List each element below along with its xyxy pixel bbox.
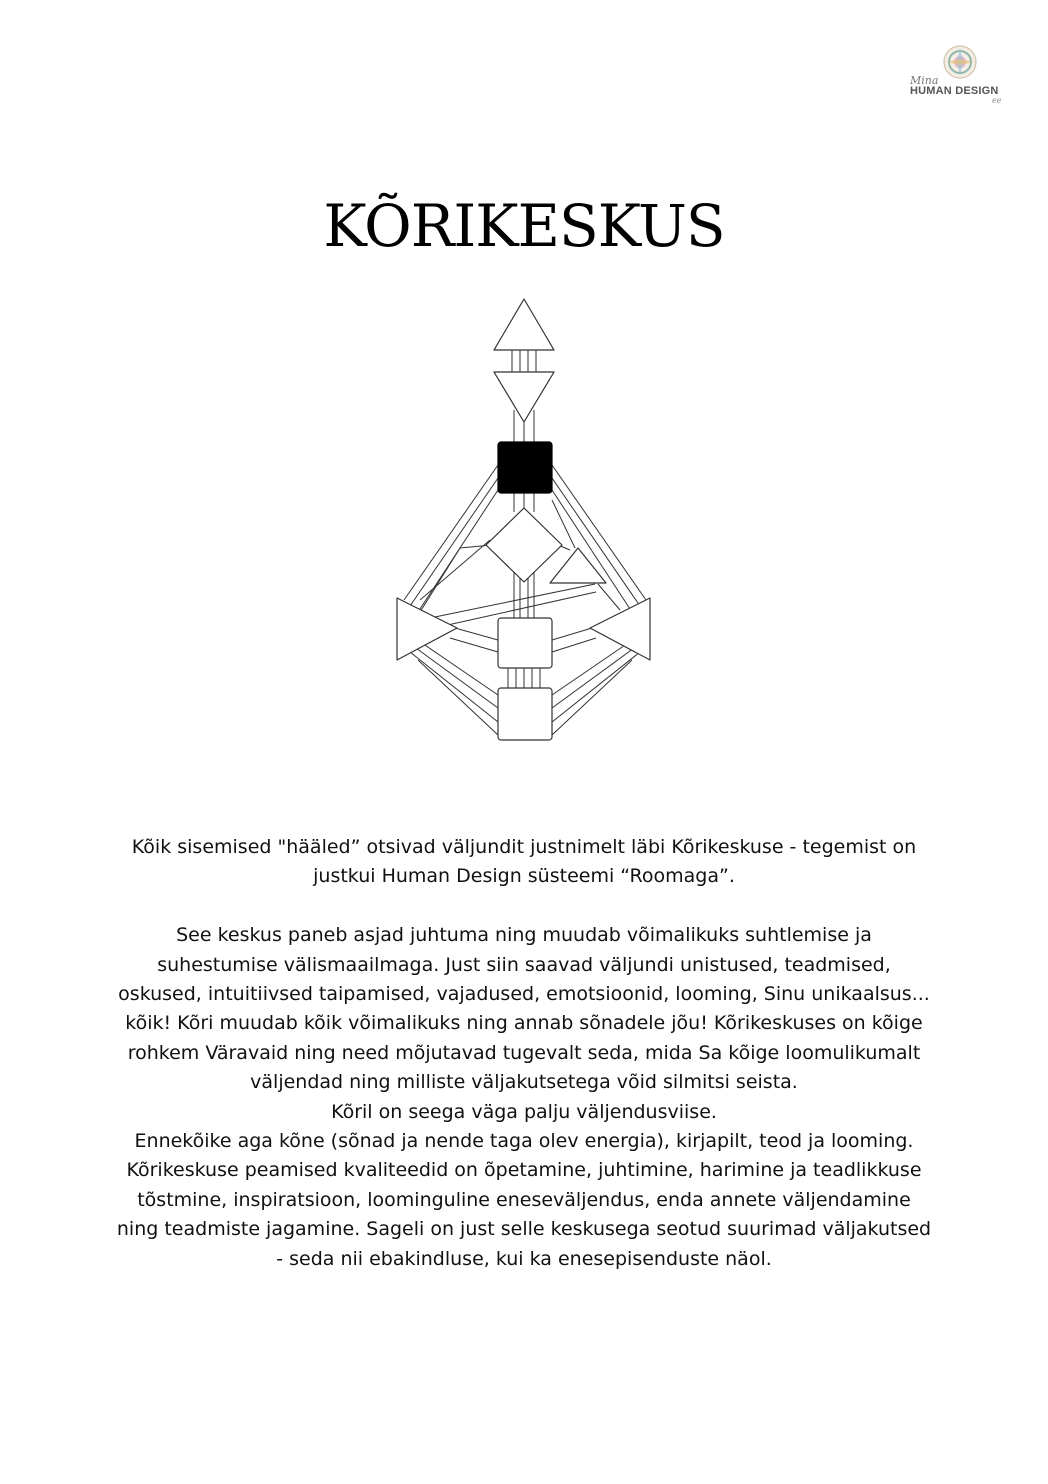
ajna-center <box>494 372 554 422</box>
page-title: KÕRIKESKUS <box>323 192 725 260</box>
body-line: Kõrikeskuse peamised kvaliteedid on õpetamine, juhtimine, harimine ja teadlikkuse <box>126 1159 922 1182</box>
description-text <box>100 833 948 1274</box>
paragraph-gap <box>100 892 948 921</box>
logo-script-text: Mina <box>910 74 939 87</box>
body-line: tõstmine, inspiratsioon, loominguline eneseväljendus, enda annete väljendamine <box>137 1188 911 1211</box>
body-line: oskused, intuitiivsed taipamised, vajadused, emotsioonid, looming, Sinu unikaalsus... <box>118 983 930 1006</box>
logo-domain-text: ee <box>992 96 1002 105</box>
body-line: Kõril on seega väga palju väljendusviise. <box>331 1100 717 1123</box>
mandala-icon <box>942 44 978 80</box>
body-line: kõik! Kõri muudab kõik võimalikuks ning annab sõnadele jõu! Kõrikeskuses on kõige <box>125 1012 923 1035</box>
root-center <box>498 688 552 740</box>
g-center <box>486 508 562 582</box>
heart-center <box>550 548 606 583</box>
spleen-center <box>397 598 457 660</box>
body-line: väljendad ning milliste väljakutsetega võid silmitsi seista. <box>250 1071 798 1094</box>
logo-brand-text: HUMAN DESIGN <box>910 85 999 97</box>
body-line: - seda nii ebakindluse, kui ka enesepisenduste näol. <box>276 1247 772 1270</box>
body-line: suhestumise välismaailmaga. Just siin saavad väljundi unistused, teadmised, <box>157 953 891 976</box>
sacral-center <box>498 618 552 668</box>
solar-plexus-center <box>590 598 650 660</box>
intro-line: justkui Human Design süsteemi “Roomaga”. <box>313 865 735 888</box>
bodygraph-diagram <box>380 290 670 750</box>
head-center <box>494 299 554 350</box>
body-line: rohkem Väravaid ning need mõjutavad tugevalt seda, mida Sa kõige loomulikumalt <box>127 1041 921 1064</box>
intro-line: Kõik sisemised "hääled” otsivad väljundit justnimelt läbi Kõrikeskuse - tegemist on <box>131 836 917 858</box>
body-line: ning teadmiste jagamine. Sageli on just selle keskusega seotud suurimad väljakutsed <box>116 1218 932 1241</box>
brand-logo <box>904 44 1014 110</box>
throat-center <box>498 442 552 493</box>
body-line: Ennekõike aga kõne (sõnad ja nende taga olev energia), kirjapilt, teod ja looming. <box>134 1130 914 1153</box>
body-line: See keskus paneb asjad juhtuma ning muudab võimalikuks suhtlemise ja <box>176 924 872 947</box>
